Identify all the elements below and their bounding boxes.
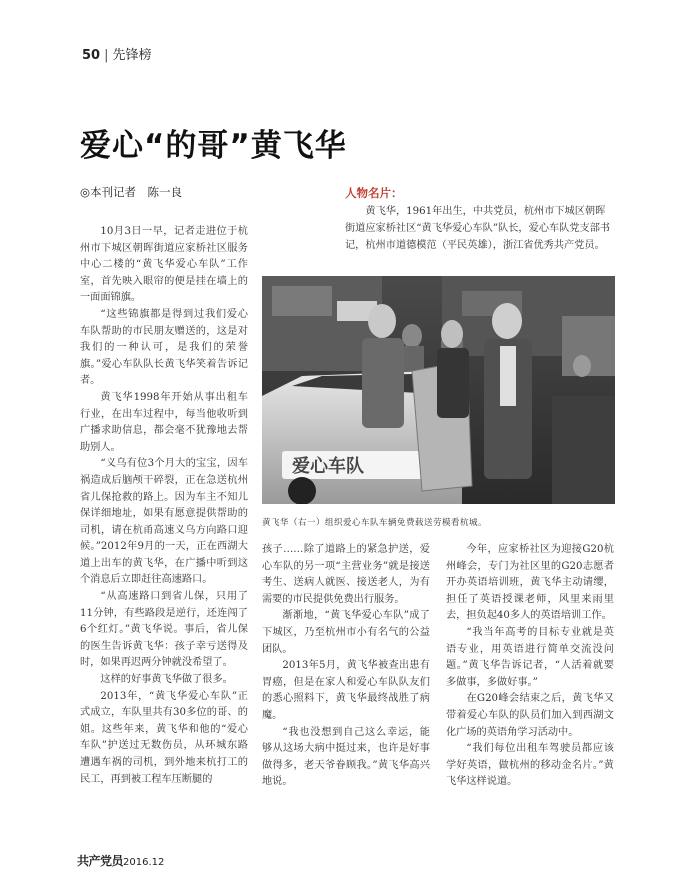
section-name: 先锋榜 [112,48,152,63]
bio-label: 人物名片： [345,186,403,200]
paragraph: “我们每位出租车驾驶员都应该学好英语，做杭州的移动金名片。”黄飞华这样说道。 [446,743,614,788]
taxi-sign-text: 爱心车队 [292,456,364,477]
article-column-1 [80,224,248,788]
bio-text: 黄飞华，1961年出生，中共党员，杭州市下城区朝晖街道应家桥社区“黄飞华爱心车队”队长，爱心车队党支部书记，杭州市道德模范（平民英雄），浙江省优秀共产党员。 [345,206,611,251]
article-title: 爱心“的哥”黄飞华 [80,128,347,164]
photo-caption: 黄飞华（右一）组织爱心车队车辆免费载送劳模看杭城。 [262,518,488,528]
article-photo [262,276,615,504]
paragraph: 黄飞华1998年开始从事出租车行业，在出车过程中，每当他收听到广播求助信息，都会毫不犹豫地去帮助别人。 [80,391,248,453]
paragraph: 今年，应家桥社区为迎接G20杭州峰会，专门为社区里的G20志愿者开办英语培训班，黄飞华主动请缨，担任了英语授课老师，风里来雨里去，担负起40多人的英语培训工作。 [446,544,614,622]
paragraph: 2013年，“黄飞华爱心车队”正式成立，车队里共有30多位的哥、的姐。这些年来，黄飞华和他的“爱心车队”护送过无数伤员，从环城东路遭遇车祸的司机，到外地来杭打工的民工，再到被工程车压断腿的 [80,690,248,785]
magazine-logo: 共产党员 [77,854,124,868]
paragraph: “义乌有位3个月大的宝宝，因车祸造成后脑颅干碎裂，正在急送杭州省儿保抢救的路上。因为车主不知儿保详细地址，如果有愿意提供帮助的司机，请在杭甬高速义乌方向路口迎候。”2012年9月的一天，正在西湖大道上出车的黄飞华，在广播中听到这个消息后立即赶往高速路口。 [80,458,248,586]
photo-illustration [262,276,615,504]
article-column-2 [262,542,430,791]
article-column-3 [446,542,614,791]
paragraph: 在G20峰会结束之后，黄飞华又带着爱心车队的队员们加入到西湖文化广场的英语角学习活动中。 [446,693,614,738]
paragraph: 这样的好事黄飞华做了很多。 [100,674,233,686]
page-number: 50 [82,48,101,63]
paragraph: 渐渐地，“黄飞华爱心车队”成了下城区，乃至杭州市小有名气的公益团队。 [262,610,430,655]
paragraph: “我也没想到自己这么幸运，能够从这场大病中挺过来，也许是好事做得多，老天爷眷顾我。”黄飞华高兴地说。 [262,726,430,788]
paragraph: “这些锦旗都是得到过我们爱心车队帮助的市民朋友赠送的，这是对我们的一种认可，是我们的荣誉旗。”爱心车队队长黄飞华笑着告诉记者。 [80,308,248,387]
paragraph: “我当年高考的目标专业就是英语专业，用英语进行简单交流没问题。”黄飞华告诉记者，“人活着就要多做事，多做好事。” [446,626,614,688]
paragraph: 10月3日一早，记者走进位于杭州市下城区朝晖街道应家桥社区服务中心二楼的“黄飞华爱心车队”工作室，首先映入眼帘的便是挂在墙上的一面面锦旗。 [80,226,248,304]
paragraph: “从高速路口到省儿保，只用了11分钟，有些路段是逆行，还连闯了6个红灯。”黄飞华说。事后，省儿保的医生告诉黄飞华：孩子幸亏送得及时，如果再迟两分钟就没希望了。 [80,591,248,669]
page-footer [77,852,164,869]
issue-date: 2016.12 [123,857,165,868]
page-header [82,44,152,63]
header-separator: | [104,48,109,63]
paragraph: 孩子……除了道路上的紧急护送，爱心车队的另一项“主营业务”就是接送考生、送病人就医、接送老人，为有需要的市民提供免费出行服务。 [262,544,430,605]
byline: ◎本刊记者 陈一良 [80,185,183,199]
paragraph: 2013年5月，黄飞华被查出患有胃癌，但是在家人和爱心车队队友们的悉心照料下，黄飞华最终战胜了病魔。 [262,660,430,721]
